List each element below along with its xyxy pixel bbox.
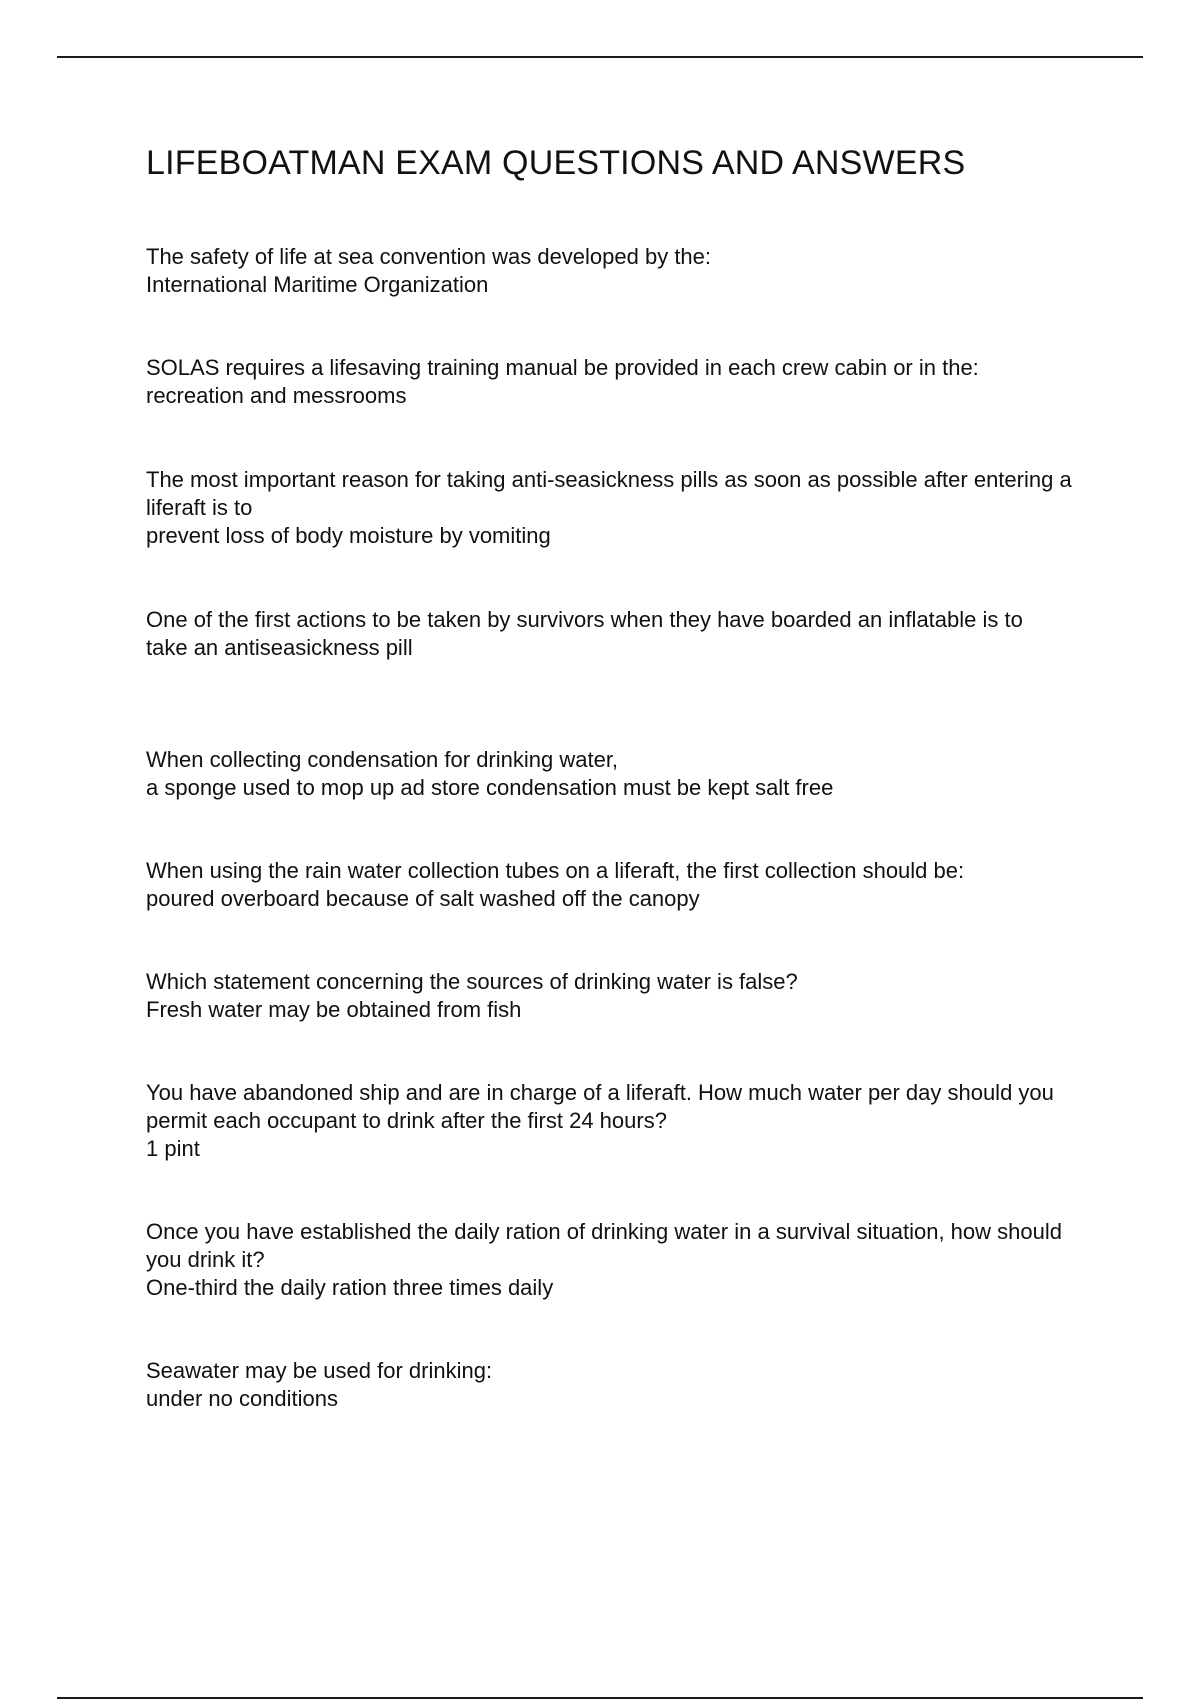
bottom-divider	[57, 1697, 1143, 1699]
qa-item-2	[146, 354, 1096, 410]
qa-item-5	[146, 746, 1096, 802]
answer-text: One-third the daily ration three times daily	[146, 1275, 554, 1300]
qa-item-3	[146, 466, 1096, 550]
answer-text: recreation and messrooms	[146, 383, 407, 408]
question-text: SOLAS requires a lifesaving training manual be provided in each crew cabin or in the:	[146, 355, 979, 380]
qa-item-6	[146, 857, 1096, 913]
qa-item-10	[146, 1357, 1096, 1413]
top-divider	[57, 56, 1143, 58]
answer-text: a sponge used to mop up ad store condensation must be kept salt free	[146, 775, 834, 800]
qa-item-8	[146, 1079, 1096, 1163]
question-text: When using the rain water collection tubes on a liferaft, the first collection should be:	[146, 858, 965, 883]
answer-text: poured overboard because of salt washed off the canopy	[146, 886, 700, 911]
question-text: Once you have established the daily ration of drinking water in a survival situation, how should you drink it?	[146, 1219, 1062, 1272]
qa-item-9	[146, 1218, 1096, 1302]
question-text: The safety of life at sea convention was developed by the:	[146, 244, 712, 269]
document-title: LIFEBOATMAN EXAM QUESTIONS AND ANSWERS	[146, 144, 966, 182]
answer-text: prevent loss of body moisture by vomiting	[146, 523, 551, 548]
answer-text: 1 pint	[146, 1136, 200, 1161]
question-text: Seawater may be used for drinking:	[146, 1358, 493, 1383]
question-text: You have abandoned ship and are in charge of a liferaft. How much water per day should you permit each occupant to drink after the first 24 hours?	[146, 1080, 1054, 1133]
question-text: One of the first actions to be taken by survivors when they have boarded an inflatable is to	[146, 607, 1023, 632]
qa-item-7	[146, 968, 1096, 1024]
qa-item-1	[146, 243, 1096, 299]
question-text: The most important reason for taking anti-seasickness pills as soon as possible after entering a liferaft is to	[146, 467, 1072, 520]
answer-text: under no conditions	[146, 1386, 339, 1411]
qa-item-4	[146, 606, 1096, 662]
question-text: When collecting condensation for drinking water,	[146, 747, 619, 772]
question-text: Which statement concerning the sources of drinking water is false?	[146, 969, 798, 994]
answer-text: International Maritime Organization	[146, 272, 489, 297]
answer-text: take an antiseasickness pill	[146, 635, 413, 660]
answer-text: Fresh water may be obtained from fish	[146, 997, 522, 1022]
